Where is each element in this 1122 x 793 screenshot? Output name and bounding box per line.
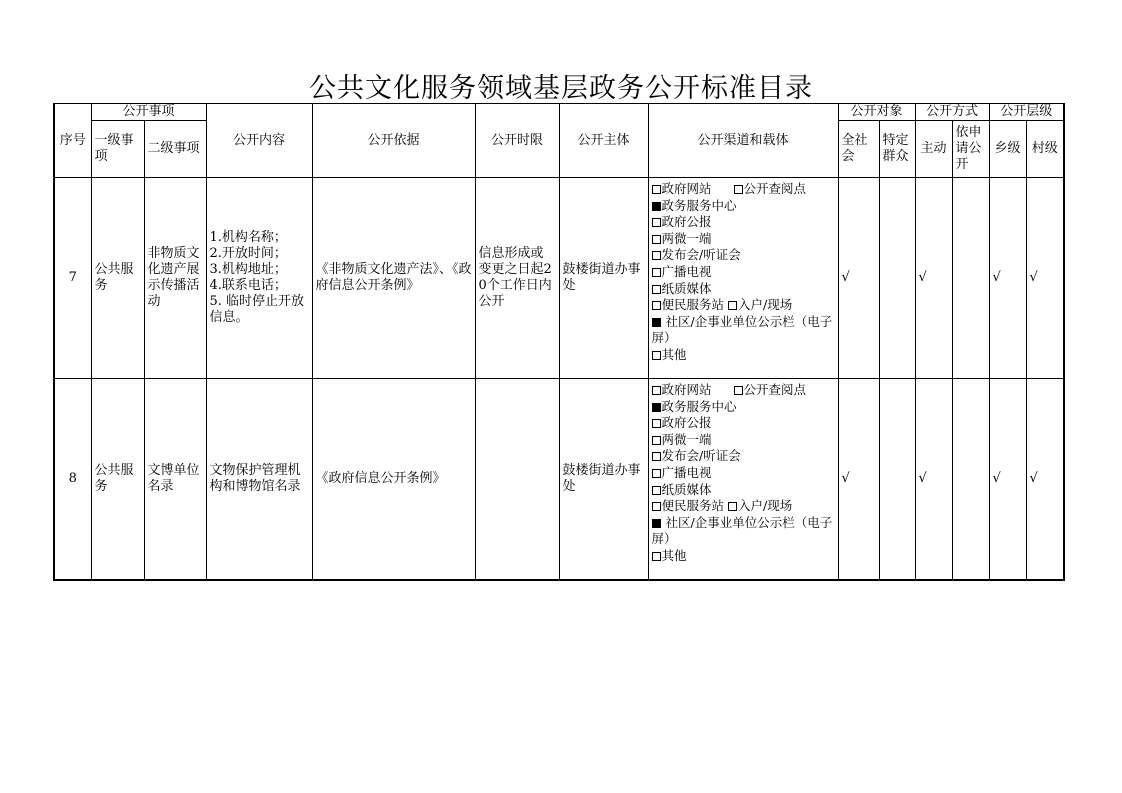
checkbox-household[interactable]	[728, 301, 737, 310]
header-item-group: 公开事项	[91, 104, 206, 121]
row-time-limit	[475, 379, 559, 581]
row-village: √	[1026, 178, 1064, 379]
row-time-limit: 信息形成或变更之日起20个工作日内公开	[475, 178, 559, 379]
checkbox-two-micro[interactable]	[652, 235, 661, 244]
channel-label: 便民服务站	[661, 297, 725, 313]
channel-label: 两微一端	[661, 230, 712, 246]
row-subject: 鼓楼街道办事处	[559, 178, 648, 379]
checkbox-press[interactable]	[652, 251, 661, 260]
checkbox-paper[interactable]	[652, 285, 661, 294]
row-seq: 7	[54, 178, 91, 379]
checkbox-gov-site[interactable]	[652, 386, 661, 395]
row-village: √	[1026, 379, 1064, 581]
checkbox-other[interactable]	[652, 552, 661, 561]
row-content	[206, 178, 312, 379]
row-level1: 公共服务	[91, 379, 144, 581]
header-all-society: 全社会	[838, 121, 879, 178]
channel-label: 广播电视	[661, 263, 712, 279]
checkbox-gov-site[interactable]	[652, 185, 661, 194]
checkbox-broadcast[interactable]	[652, 268, 661, 277]
content-line: 5. 临时停止开放信息。	[209, 294, 305, 325]
row-channels	[648, 178, 838, 379]
checkbox-bulletin[interactable]	[652, 318, 661, 327]
row-level2: 非物质文化遗产展示传播活动	[144, 178, 206, 379]
checkbox-gazette[interactable]	[652, 419, 661, 428]
row-active: √	[915, 379, 952, 581]
checkbox-service-center[interactable]	[652, 202, 661, 211]
header-village: 村级	[1026, 121, 1064, 178]
row-level1: 公共服务	[91, 178, 144, 379]
content-line: 3.机构地址；	[209, 262, 287, 277]
channel-label: 社区/企事业单位公示栏（电子屏）	[651, 514, 833, 547]
header-level2: 二级事项	[144, 121, 206, 178]
channel-label: 政务服务中心	[661, 197, 737, 213]
checkbox-reading-point[interactable]	[734, 185, 743, 194]
checkbox-station[interactable]	[652, 502, 661, 511]
checkbox-service-center[interactable]	[652, 403, 661, 412]
channel-label: 入户/现场	[738, 297, 793, 313]
header-time-limit: 公开时限	[475, 104, 559, 178]
channel-label: 发布会/听证会	[661, 247, 741, 263]
row-seq: 8	[54, 379, 91, 581]
checkbox-broadcast[interactable]	[652, 469, 661, 478]
channel-label: 公开查阅点	[743, 382, 807, 397]
header-content: 公开内容	[206, 104, 312, 178]
channel-label: 入户/现场	[738, 498, 793, 514]
content-line: 2.开放时间；	[209, 246, 287, 261]
content-line: 文物保护管理机构和博物馆名录	[209, 463, 301, 494]
channel-label: 社区/企事业单位公示栏（电子屏）	[651, 313, 833, 346]
row-content	[206, 379, 312, 581]
header-township: 乡级	[989, 121, 1026, 178]
row-township: √	[989, 379, 1026, 581]
channel-label: 便民服务站	[661, 498, 725, 514]
header-subject: 公开主体	[559, 104, 648, 178]
row-basis: 《政府信息公开条例》	[312, 379, 475, 581]
channel-label: 发布会/听证会	[661, 448, 741, 464]
row-township: √	[989, 178, 1026, 379]
channel-label: 其他	[661, 346, 687, 362]
row-all-society: √	[838, 178, 879, 379]
document-title: 公共文化服务领域基层政务公开标准目录	[309, 73, 813, 104]
checkbox-other[interactable]	[652, 351, 661, 360]
header-specific-group: 特定群众	[879, 121, 915, 178]
channel-label: 政府网站	[661, 181, 712, 196]
header-row-1	[54, 104, 1064, 121]
catalog-table	[53, 103, 1065, 581]
header-level1: 一级事项	[91, 121, 144, 178]
row-basis: 《非物质文化遗产法》、《政府信息公开条例》	[312, 178, 475, 379]
header-level-group: 公开层级	[989, 104, 1064, 121]
row-specific-group	[879, 379, 915, 581]
header-seq: 序号	[54, 104, 91, 178]
channel-label: 纸质媒体	[661, 481, 712, 497]
checkbox-two-micro[interactable]	[652, 436, 661, 445]
checkbox-paper[interactable]	[652, 486, 661, 495]
checkbox-station[interactable]	[652, 301, 661, 310]
checkbox-press[interactable]	[652, 452, 661, 461]
channel-label: 广播电视	[661, 464, 712, 480]
channel-label: 政府公报	[661, 214, 712, 230]
header-target-group: 公开对象	[838, 104, 915, 121]
row-all-society: √	[838, 379, 879, 581]
row-active: √	[915, 178, 952, 379]
row-on-request	[952, 379, 989, 581]
checkbox-bulletin[interactable]	[652, 519, 661, 528]
channel-label: 政务服务中心	[661, 398, 737, 414]
checkbox-household[interactable]	[728, 502, 737, 511]
channel-label: 公开查阅点	[743, 181, 807, 196]
header-channel: 公开渠道和载体	[648, 104, 838, 178]
header-active: 主动	[915, 121, 952, 178]
channel-label: 政府公报	[661, 415, 712, 431]
channel-label: 政府网站	[661, 382, 712, 397]
channel-label: 其他	[661, 547, 687, 563]
header-basis: 公开依据	[312, 104, 475, 178]
table-row	[54, 379, 1064, 581]
checkbox-gazette[interactable]	[652, 218, 661, 227]
row-specific-group	[879, 178, 915, 379]
checkbox-reading-point[interactable]	[734, 386, 743, 395]
channel-label: 两微一端	[661, 431, 712, 447]
row-on-request	[952, 178, 989, 379]
header-on-request: 依申请公开	[952, 121, 989, 178]
row-level2: 文博单位名录	[144, 379, 206, 581]
channel-label: 纸质媒体	[661, 280, 712, 296]
row-subject: 鼓楼街道办事处	[559, 379, 648, 581]
content-line: 1.机构名称；	[209, 230, 287, 245]
header-mode-group: 公开方式	[915, 104, 989, 121]
table-row	[54, 178, 1064, 379]
row-channels	[648, 379, 838, 581]
content-line: 4.联系电话；	[209, 278, 287, 293]
